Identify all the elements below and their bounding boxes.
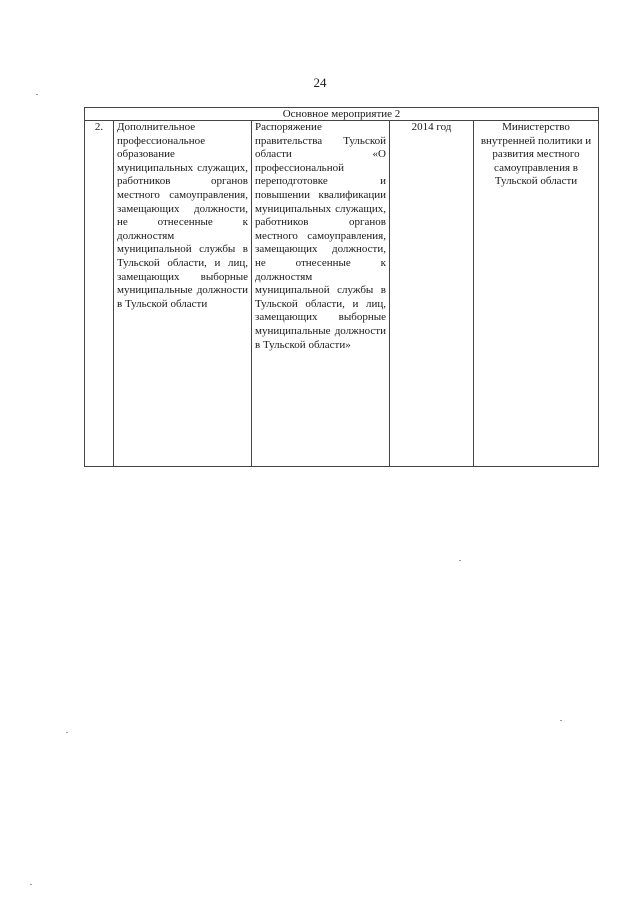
activity-cell: Дополнительное профессиональное образование муниципальных служащих, работников органов местного самоуправления, замещающих должности, не отнесенные к должностям муниципальной службы в Тульской области, и лиц, замещающих выборные муниципальные должности в Тульской области bbox=[114, 121, 252, 467]
deadline-cell: 2014 год bbox=[390, 121, 474, 467]
scan-speck bbox=[560, 720, 562, 721]
scan-speck bbox=[66, 732, 68, 733]
scan-speck bbox=[459, 560, 461, 561]
section-header-cell: Основное мероприятие 2 bbox=[85, 108, 599, 121]
scan-speck bbox=[30, 884, 32, 885]
section-header-row bbox=[85, 108, 599, 121]
table-row bbox=[85, 121, 599, 467]
responsible-cell: Министерство внутренней политики и развития местного самоуправления в Тульской области bbox=[474, 121, 599, 467]
scan-speck bbox=[36, 94, 38, 95]
legal-basis-cell: Распоряжение правительства Тульской области «О профессиональной переподготовке и повышении квалификации муниципальных служащих, работников органов местного самоуправления, замещающих должности, не отнесенные к должностям муниципальной службы в Тульской области, и лиц, замещающих выборные муниципальные должности в Тульской области» bbox=[252, 121, 390, 467]
row-number-cell: 2. bbox=[85, 121, 114, 467]
measures-table bbox=[84, 107, 599, 467]
page-number: 24 bbox=[313, 75, 327, 90]
